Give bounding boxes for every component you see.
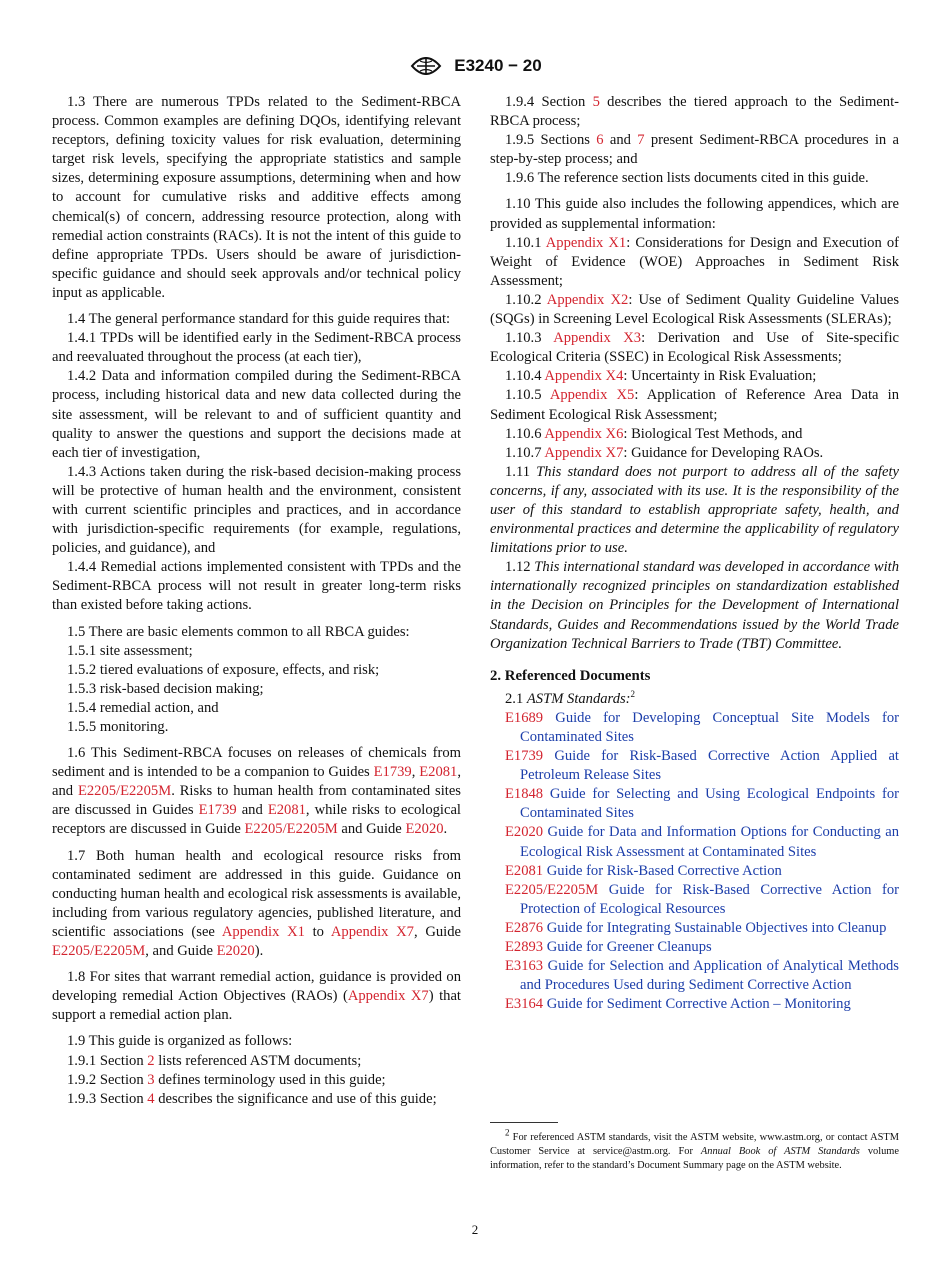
link-e2205[interactable]: E2205/E2205M bbox=[52, 943, 146, 960]
appendix-item: 1.10.1 Appendix X1: Considerations for Design and Execution of Weight of Evidence (WOE) Approaches in Sediment Risk Assessment; bbox=[490, 234, 899, 289]
section-heading: 2. Referenced Documents bbox=[490, 667, 651, 684]
link-e2081[interactable]: E2081 bbox=[267, 802, 306, 819]
para-1-9-1: 1.9.1 Section 2 lists referenced ASTM documents; bbox=[67, 1052, 362, 1069]
para-1-5-5: 1.5.5 monitoring. bbox=[67, 719, 169, 735]
reference-item[interactable]: E2205/E2205M Guide for Risk-Based Corrective Action for Protection of Ecological Resources bbox=[505, 881, 899, 917]
link-section-7[interactable]: 7 bbox=[637, 132, 645, 149]
link-appendix-x7[interactable]: Appendix X7 bbox=[330, 923, 414, 940]
para-1-5: 1.5 There are basic elements common to all RBCA guides: bbox=[67, 623, 410, 640]
link-section-3[interactable]: 3 bbox=[147, 1071, 155, 1088]
reference-item[interactable]: E2893 Guide for Greener Cleanups bbox=[505, 939, 712, 956]
reference-item[interactable]: E1848 Guide for Selecting and Using Ecological Endpoints for Contaminated Sites bbox=[505, 786, 899, 822]
reference-item[interactable]: E2020 Guide for Data and Information Options for Conducting an Ecological Risk Assessment at Contaminated Sites bbox=[505, 824, 899, 860]
para-1-3: 1.3 There are numerous TPDs related to the Sediment-RBCA process. Common examples are defining DQOs, identifying relevant receptors, defining toxicity values for risk evaluation, determining target risk levels, specifying the appropriate statistics and sample sizes, determining exposure assumptions, determining when and how to account for cumulative risks and additive effects among chemical(s) of concern, addressing resource protection, along with remedial action constraints (RACs). It is not the intent of this guide to define appropriate TPDs. Users should be aware of jurisdiction-specific guidance and should seek approvals and/or technical policy input as applicable. bbox=[52, 94, 461, 301]
para-1-4-2: 1.4.2 Data and information compiled during the Sediment-RBCA process, including historical data and new data collected during the site assessment, will be relevant to and of sufficient quantity and quality to answer the questions and support the decisions made at each tier of investigation, bbox=[52, 368, 461, 461]
reference-item[interactable]: E3164 Guide for Sediment Corrective Action – Monitoring bbox=[505, 996, 851, 1013]
reference-item[interactable]: E1739 Guide for Risk-Based Corrective Action Applied at Petroleum Release Sites bbox=[505, 748, 899, 784]
reference-item[interactable]: E2876 Guide for Integrating Sustainable Objectives into Cleanup bbox=[505, 919, 887, 936]
para-1-9-2: 1.9.2 Section 3 defines terminology used in this guide; bbox=[67, 1071, 386, 1088]
link-section-6[interactable]: 6 bbox=[596, 132, 604, 149]
footnote-divider bbox=[490, 1122, 558, 1123]
para-1-8: 1.8 For sites that warrant remedial action, guidance is provided on developing remedial Action Objectives (RAOs) (Appendix X7) that support a remedial action plan. bbox=[52, 969, 461, 1024]
para-1-7: 1.7 Both human health and ecological resource risks from contaminated sediment are addressed in this guide. Guidance on conducting human health and ecological risk assessments is available, including from various regulatory agencies, published literature, and scientific associations (see Appendix X1 to Appendix X7, Guide E2205/E2205M, and Guide E2020). bbox=[52, 847, 462, 960]
footnote: $^2$ For referenced ASTM standards, visit the ASTM website, www.astm.org, or contact ASTM Customer Service at service@astm.org. For Annual Book of ASTM Standards volume information, refer to the standard’s Document Summary page on the ASTM website. bbox=[490, 1127, 899, 1172]
link-appendix-x7[interactable]: Appendix X7 bbox=[347, 988, 429, 1005]
link-section-2[interactable]: 2 bbox=[147, 1052, 155, 1069]
reference-item[interactable]: E2081 Guide for Risk-Based Corrective Action bbox=[505, 862, 782, 879]
page-number: 2 bbox=[471, 1222, 479, 1237]
link-appendix-x1[interactable]: Appendix X1 bbox=[221, 923, 305, 940]
link-section-5[interactable]: 5 bbox=[592, 94, 600, 110]
link-e1739[interactable]: E1739 bbox=[198, 802, 237, 819]
para-1-9-5: 1.9.5 Sections 6 and 7 present Sediment-RBCA procedures in a step-by-step process; and bbox=[490, 132, 899, 168]
para-1-4: 1.4 The general performance standard for this guide requires that: bbox=[67, 311, 451, 328]
appendix-item: 1.10.3 Appendix X3: Derivation and Use of Site-specific Ecological Criteria (SSEC) in Ecological Risk Assessments; bbox=[490, 330, 899, 366]
para-1-9-6: 1.9.6 The reference section lists documents cited in this guide. bbox=[505, 170, 869, 187]
link-appendix-x5[interactable]: Appendix X5 bbox=[549, 387, 635, 404]
right-column bbox=[490, 93, 899, 1014]
link-appendix-x4[interactable]: Appendix X4 bbox=[544, 368, 624, 385]
appendix-item: 1.10.6 Appendix X6: Biological Test Methods, and bbox=[505, 425, 803, 442]
para-1-5-3: 1.5.3 risk-based decision making; bbox=[67, 680, 264, 697]
link-appendix-x2[interactable]: Appendix X2 bbox=[546, 291, 629, 308]
document-title: E3240 − 20 bbox=[454, 56, 542, 75]
para-1-5-1: 1.5.1 site assessment; bbox=[67, 642, 193, 659]
para-1-10: 1.10 This guide also includes the following appendices, which are provided as supplemental information: bbox=[490, 196, 899, 232]
para-2-1: 2.1 ASTM Standards:$^2$ bbox=[505, 688, 636, 707]
reference-item[interactable]: E3163 Guide for Selection and Application of Analytical Methods and Procedures Used during Sediment Corrective Action bbox=[505, 958, 899, 994]
appendix-item: 1.10.2 Appendix X2: Use of Sediment Quality Guideline Values (SQGs) in Screening Level Ecological Risk Assessments (SLERAs); bbox=[490, 291, 900, 328]
link-appendix-x3[interactable]: Appendix X3 bbox=[553, 330, 642, 347]
left-column bbox=[52, 93, 461, 1109]
para-1-11: 1.11 This standard does not purport to address all of the safety concerns, if any, associated with its use. It is the responsibility of the user of this standard to establish appropriate safety, health, and environmental practices and determine the applicability of regulatory limitations prior to use. bbox=[490, 463, 899, 557]
para-1-5-4: 1.5.4 remedial action, and bbox=[67, 699, 219, 716]
reference-item[interactable]: E1689 Guide for Developing Conceptual Site Models for Contaminated Sites bbox=[505, 709, 899, 745]
para-1-4-1: 1.4.1 TPDs will be identified early in the Sediment-RBCA process and reevaluated throughout the process (at each tier), bbox=[52, 330, 461, 366]
para-1-4-3: 1.4.3 Actions taken during the risk-based decision-making process will be protective of human health and the environment, consistent with current scientific principles and practices, and in accordance with jurisdiction-specific requirements (for example, regulations, policies, and guidance), and bbox=[52, 463, 461, 557]
appendix-item: 1.10.4 Appendix X4: Uncertainty in Risk Evaluation; bbox=[505, 368, 817, 385]
appendix-item: 1.10.5 Appendix X5: Application of Reference Area Data in Sediment Ecological Risk Assessment; bbox=[490, 387, 899, 423]
link-section-4[interactable]: 4 bbox=[147, 1090, 155, 1107]
link-e1739[interactable]: E1739 bbox=[373, 764, 412, 781]
page-header bbox=[0, 52, 950, 80]
para-1-4-4: 1.4.4 Remedial actions implemented consistent with TPDs and the Sediment-RBCA process will not result in greater long-term risks than existed before taking actions. bbox=[52, 559, 461, 614]
link-e2020[interactable]: E2020 bbox=[216, 943, 255, 960]
appendix-item: 1.10.7 Appendix X7: Guidance for Developing RAOs. bbox=[505, 444, 824, 461]
link-e2020[interactable]: E2020 bbox=[405, 821, 444, 838]
link-appendix-x6[interactable]: Appendix X6 bbox=[544, 425, 624, 442]
link-e2081[interactable]: E2081 bbox=[419, 764, 458, 781]
astm-logo-icon bbox=[408, 52, 444, 80]
para-1-9-3: 1.9.3 Section 4 describes the significance and use of this guide; bbox=[67, 1090, 437, 1107]
para-1-12: 1.12 This international standard was developed in accordance with internationally recognized principles on standardization established in the Decision on Principles for the Development of International Standards, Guides and Recommendations issued by the World Trade Organization Technical Barriers to Trade (TBT) Committee. bbox=[490, 559, 900, 652]
link-e2205[interactable]: E2205/E2205M bbox=[77, 783, 172, 800]
link-appendix-x1[interactable]: Appendix X1 bbox=[545, 234, 627, 251]
para-1-9: 1.9 This guide is organized as follows: bbox=[67, 1033, 293, 1050]
link-appendix-x7[interactable]: Appendix X7 bbox=[544, 444, 624, 461]
link-e2205[interactable]: E2205/E2205M bbox=[244, 821, 338, 838]
para-1-5-2: 1.5.2 tiered evaluations of exposure, effects, and risk; bbox=[67, 661, 380, 678]
para-1-9-4: 1.9.4 Section 5 describes the tiered approach to the Sediment-RBCA process; bbox=[490, 94, 899, 130]
para-1-6: 1.6 This Sediment-RBCA focuses on releases of chemicals from sediment and is intended to be a companion to Guides E1739, E2081, and E2205/E2205M. Risks to human health from contaminated sites are discussed in Guides E1739 and E2081, while risks to ecological receptors are discussed in Guide E2205/E2205M and Guide E2020. bbox=[52, 745, 462, 838]
